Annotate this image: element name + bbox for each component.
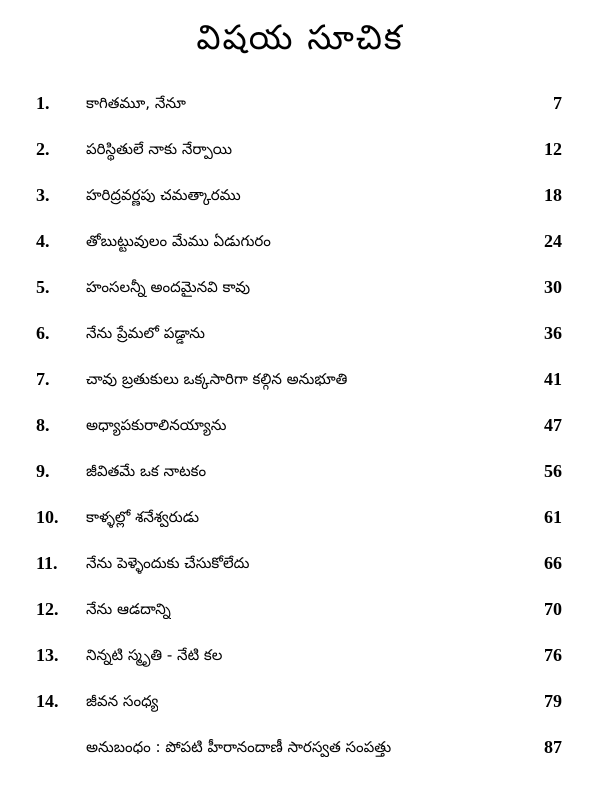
toc-entry — [0, 318, 600, 348]
page-number: 12 — [544, 139, 562, 159]
page-number: 66 — [544, 553, 562, 573]
chapter-number: 9. — [36, 461, 50, 481]
chapter-number: 4. — [36, 231, 50, 251]
toc-entry — [0, 548, 600, 578]
toc-entry — [0, 686, 600, 716]
page-title: విషయ సూచిక — [196, 18, 404, 58]
toc-entry — [0, 180, 600, 210]
chapter-number: 13. — [36, 645, 59, 665]
chapter-number: 7. — [36, 369, 50, 389]
toc-entry — [0, 640, 600, 670]
chapter-number: 14. — [36, 691, 59, 711]
toc-entry — [0, 226, 600, 256]
toc-entry — [0, 272, 600, 302]
chapter-title: అధ్యాపకురాలినయ్యాను — [86, 416, 227, 434]
chapter-number: 8. — [36, 415, 50, 435]
page-number: 41 — [544, 369, 562, 389]
chapter-title: నేను పెళ్ళెందుకు చేసుకోలేదు — [86, 554, 250, 572]
chapter-number: 6. — [36, 323, 50, 343]
chapter-number: 10. — [36, 507, 59, 527]
page-number: 18 — [544, 185, 562, 205]
page-number: 70 — [544, 599, 562, 619]
page-number: 56 — [544, 461, 562, 481]
page-number: 30 — [544, 277, 562, 297]
appendix-title: అనుబంధం : పోపటి హీరానందాణీ సారస్వత సంపత్తు — [86, 738, 392, 756]
chapter-number: 1. — [36, 93, 50, 113]
toc-entry — [0, 134, 600, 164]
page-number: 79 — [544, 691, 562, 711]
chapter-title: పరిస్థితులే నాకు నేర్పాయి — [86, 140, 233, 158]
toc-entry — [0, 456, 600, 486]
page-number: 76 — [544, 645, 562, 665]
chapter-title: కాళ్ళల్లో శనేశ్వరుడు — [86, 508, 200, 526]
toc-entry — [0, 594, 600, 624]
chapter-title: కాగితమూ, నేనూ — [86, 94, 186, 112]
page-number: 61 — [544, 507, 562, 527]
toc-entry — [0, 88, 600, 118]
chapter-number: 5. — [36, 277, 50, 297]
toc-entry — [0, 502, 600, 532]
toc-entry — [0, 410, 600, 440]
chapter-title: హంసలన్నీ అందమైనవి కావు — [86, 278, 251, 296]
chapter-title: తోబుట్టువులం మేము ఏడుగురం — [86, 232, 271, 250]
chapter-title: హరిద్రవర్ణపు చమత్కారము — [86, 186, 241, 204]
chapter-title: నేను ఆడదాన్ని — [86, 600, 171, 618]
chapter-number: 3. — [36, 185, 50, 205]
page-number: 87 — [544, 737, 562, 757]
chapter-title: నేను ప్రేమలో పడ్డాను — [86, 324, 205, 342]
chapter-title: జీవితమే ఒక నాటకం — [86, 462, 207, 480]
page-number: 36 — [544, 323, 562, 343]
chapter-number: 12. — [36, 599, 59, 619]
page-number: 7 — [553, 93, 562, 113]
chapter-title: చావు బ్రతుకులు ఒక్కసారిగా కల్గిన అనుభూతి — [86, 370, 348, 388]
chapter-number: 11. — [36, 553, 58, 573]
chapter-number: 2. — [36, 139, 50, 159]
chapter-title: నిన్నటి స్మృతి - నేటి కల — [86, 646, 223, 664]
page-number: 47 — [544, 415, 562, 435]
toc-entry — [0, 364, 600, 394]
toc-entry-appendix — [0, 732, 600, 762]
chapter-title: జీవన సంధ్య — [86, 692, 159, 710]
page-number: 24 — [544, 231, 562, 251]
